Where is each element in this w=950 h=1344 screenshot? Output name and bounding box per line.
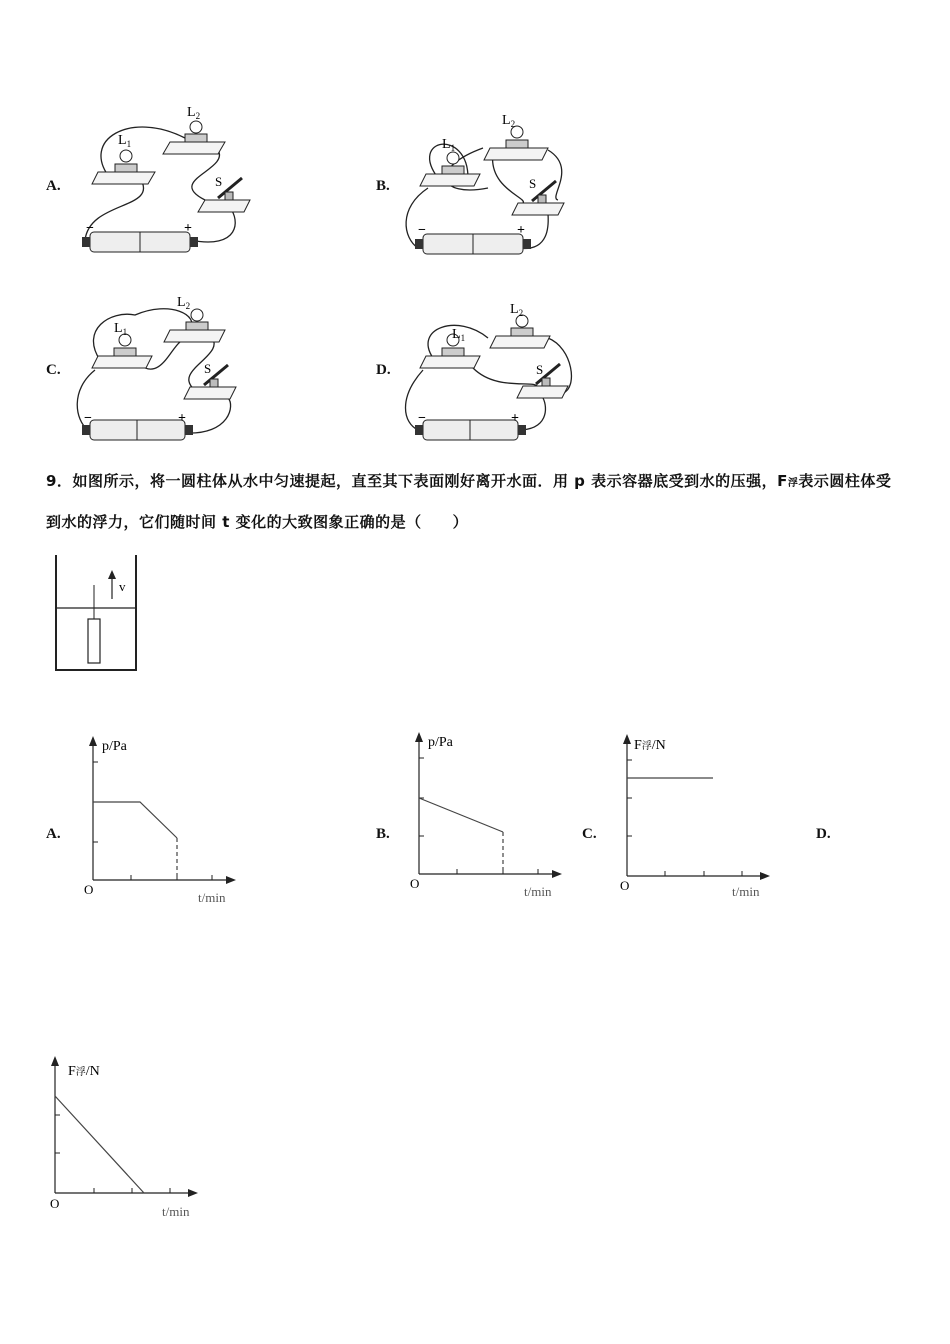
negative-terminal: − <box>86 221 94 236</box>
container-diagram <box>50 553 145 673</box>
option-a-label: A. <box>46 178 61 194</box>
origin-label: O <box>620 878 630 893</box>
y-axis-label: p/Pa <box>102 739 127 754</box>
bulb-l2-label: $L_2$ <box>177 295 191 311</box>
option-c-label: C. <box>46 362 61 378</box>
bulb-l2-label: $L_2$ <box>510 302 524 318</box>
positive-terminal: + <box>178 411 186 426</box>
question-text-part1: 如图所示，将一圆柱体从水中匀速提起，直至其下表面刚好离开水面．用 p 表示容器底受到水的压强，F <box>72 472 788 490</box>
origin-label: O <box>84 882 94 897</box>
negative-terminal: − <box>418 411 426 426</box>
bulb-l1-label: $L_1$ <box>452 327 466 343</box>
bulb-l2-label: $L_2$ <box>187 105 201 121</box>
negative-terminal: − <box>418 223 426 238</box>
switch-label: S <box>204 361 212 376</box>
graph-c <box>612 730 782 910</box>
question-number: 9． <box>46 472 73 490</box>
circuit-diagram-a <box>70 100 260 265</box>
y-axis-label: F浮/N <box>68 1064 100 1079</box>
graph-d <box>40 1052 210 1222</box>
option-b-label: B. <box>376 178 390 194</box>
circuit-diagram-d <box>398 298 588 448</box>
x-axis-label: t/min <box>732 884 760 899</box>
switch-label: S <box>536 362 544 377</box>
positive-terminal: + <box>184 221 192 236</box>
circuit-diagram-c <box>70 290 260 450</box>
graph-c-label: C. <box>582 826 597 842</box>
circuit-diagram-b <box>398 108 588 268</box>
question-text-part2: 表示圆柱体受到水的浮力，它们随时间 t 变化的大致图象正确的是（ ） <box>46 472 892 531</box>
graph-a-label: A. <box>46 826 61 842</box>
positive-terminal: + <box>511 411 519 426</box>
bulb-l1-label: $L_1$ <box>114 321 128 337</box>
graph-b <box>404 728 574 908</box>
graph-b-label: B. <box>376 826 390 842</box>
switch-label: S <box>529 176 537 191</box>
x-axis-label: t/min <box>198 890 226 905</box>
graph-d-label: D. <box>816 826 831 842</box>
option-d-label: D. <box>376 362 391 378</box>
origin-label: O <box>50 1196 60 1211</box>
bulb-l1-label: $L_1$ <box>118 133 132 149</box>
question-9-text <box>46 462 906 541</box>
x-axis-label: t/min <box>162 1204 190 1219</box>
switch-label: S <box>215 174 223 189</box>
negative-terminal: − <box>84 411 92 426</box>
bulb-l2-label: $L_2$ <box>502 113 516 129</box>
x-axis-label: t/min <box>524 884 552 899</box>
positive-terminal: + <box>517 223 525 238</box>
bulb-l1-label: $L_1$ <box>442 137 456 153</box>
f-subscript: 浮 <box>787 478 799 489</box>
y-axis-label: F浮/N <box>634 738 666 753</box>
y-axis-label: p/Pa <box>428 735 453 750</box>
origin-label: O <box>410 876 420 891</box>
graph-a <box>78 732 248 912</box>
velocity-label: v <box>119 579 126 594</box>
